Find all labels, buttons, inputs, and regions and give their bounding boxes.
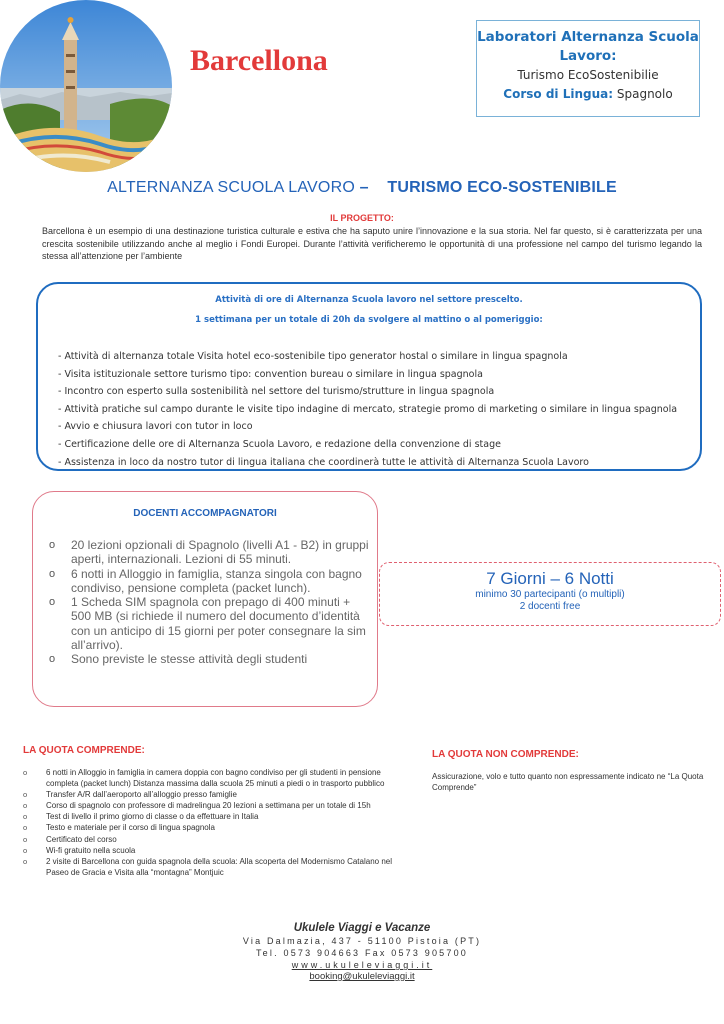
main-heading-part1: ALTERNANZA SCUOLA LAVORO: [107, 179, 355, 196]
list-item: [49, 595, 369, 652]
bullet-icon: o: [23, 801, 28, 811]
list-item: - Visita istituzionale settore turismo tipo: convention bureau o similare in lingua spagnola: [58, 368, 483, 380]
email-link[interactable]: booking@ukuleleviaggi.it: [309, 971, 415, 982]
list-item-text: Sono previste le stesse attività degli studenti: [71, 652, 308, 667]
list-item: - Attività pratiche sul campo durante le visite tipo indagine di mercato, strategie promo di marketing o similare in lingua spagnola: [58, 403, 678, 415]
list-item: [49, 567, 369, 596]
list-item-text: 1 Scheda SIM spagnola con prepago di 400 minuti + 500 MB (si richiede il numero del documento d’identità con un anticipo di 15 giorni per poter consegnare la sim all’arrivo).: [71, 595, 366, 653]
list-item: [23, 856, 403, 878]
lab-subject: Turismo EcoSostenibilie: [517, 68, 659, 82]
non-quota-text: Assicurazione, volo e tutto quanto non espressamente indicato ne “La Quota Comprende”: [432, 772, 704, 793]
bullet-icon: o: [49, 653, 56, 666]
bullet-icon: o: [23, 812, 28, 822]
bullet-icon: o: [23, 790, 28, 800]
list-item: [23, 822, 403, 833]
course-label: Corso di Lingua:: [503, 87, 614, 101]
list-item: [23, 800, 403, 811]
main-heading: [0, 179, 724, 197]
course-line: [477, 85, 699, 104]
list-item-text: 6 notti in Alloggio in famiglia in camera doppia con bagno condiviso per gli studenti in pensione completa (packet lunch) Distanza massima dalla scuola 25 minuti a piedi o in trasporto pubblico: [46, 768, 385, 789]
list-item-text: Test di livello il primo giorno di classe o da effettuare in Italia: [46, 812, 259, 822]
list-item-text: 6 notti in Alloggio in famiglia, stanza singola con bagno condiviso, pensione completa (packet lunch).: [71, 566, 362, 595]
teachers-free-line: 2 docenti free: [519, 601, 581, 612]
list-item: - Certificazione delle ore di Alternanza Scuola Lavoro, e redazione della convenzione di stage: [58, 438, 501, 450]
list-item-text: Testo e materiale per il corso di lingua spagnola: [46, 823, 215, 833]
bullet-icon: o: [23, 856, 28, 866]
quota-list: [23, 767, 403, 878]
list-item: - Assistenza in loco da nostro tutor di lingua italiana che coordinerà tutte le attività di Alternanza Scuola Lavoro: [58, 456, 589, 468]
list-item: [23, 767, 403, 789]
website-link[interactable]: www.ukuleleviaggi.it: [291, 960, 433, 970]
list-item: - Incontro con esperto sulla sostenibilità nel settore del turismo/strutture in lingua spagnola: [58, 386, 495, 398]
bullet-icon: o: [23, 834, 28, 844]
agency-name: Ukulele Viaggi e Vacanze: [293, 922, 431, 934]
list-item: [23, 811, 403, 822]
agency-phone: Tel. 0573 904663 Fax 0573 905700: [255, 948, 469, 958]
lab-info-box: [476, 20, 700, 117]
list-item-text: Transfer A/R dall’aeroporto all’alloggio presso famiglie: [46, 790, 237, 800]
quota-title: LA QUOTA COMPRENDE:: [23, 745, 145, 756]
docenti-box: [32, 491, 378, 707]
list-item-text: Certificato del corso: [46, 834, 117, 844]
list-item-text: Wi-fi gratuito nella scuola: [46, 845, 136, 855]
list-item: [49, 538, 369, 567]
list-item-text: Corso di spagnolo con professore di madrelingua 20 lezioni a settimana per un totale di 15h: [46, 801, 371, 811]
bullet-icon: o: [23, 768, 28, 777]
list-item: [23, 845, 403, 856]
main-heading-part2: TURISMO ECO-SOSTENIBILE: [387, 179, 617, 196]
bullet-icon: o: [49, 596, 56, 609]
city-title: Barcellona: [190, 44, 328, 77]
participants-line: minimo 30 partecipanti (o multipli): [475, 589, 625, 600]
agency-address: Via Dalmazia, 437 - 51100 Pistoia (PT): [242, 936, 482, 946]
activity-heading-2: 1 settimana per un totale di 20h da svolgere al mattino o al pomeriggio:: [195, 315, 543, 325]
non-quota-title: LA QUOTA NON COMPRENDE:: [432, 749, 579, 760]
main-heading-dash: –: [359, 179, 369, 196]
lab-title: Laboratori Alternanza Scuola Lavoro:: [477, 29, 699, 64]
list-item: [23, 789, 403, 800]
activity-heading-1: Attività di ore di Alternanza Scuola lavoro nel settore prescelto.: [215, 295, 523, 305]
duration-title: 7 Giorni – 6 Notti: [486, 569, 614, 588]
bullet-icon: o: [23, 845, 28, 855]
duration-box: [379, 562, 721, 626]
footer: [0, 921, 724, 983]
activity-list: [58, 348, 690, 471]
activity-box: [36, 282, 702, 471]
progetto-text: Barcellona è un esempio di una destinazione turistica culturale e estiva che ha saputo unire l’innovazione e la sua storia. Nel far questo, si è caratterizzata per una crescita sostenibile utilizzando anche al meglio i Fondi Europei. Durante l’attività verificheremo le opportunità di una professione nel campo del turismo legando la stessa all’attenzione per l’ambiente: [42, 226, 702, 262]
docenti-title: DOCENTI ACCOMPAGNATORI: [133, 508, 277, 519]
list-item-text: 2 visite di Barcellona con guida spagnola della scuola: Alla scoperta del Modernismo Catalano nel Paseo de Gracia e Visita alla “montagna” Montjuic: [46, 856, 392, 877]
list-item-text: 20 lezioni opzionali di Spagnolo (livelli A1 - B2) in gruppi aperti, internazionali. Lezioni di 55 minuti.: [71, 538, 369, 567]
list-item: - Avvio e chiusura lavori con tutor in loco: [58, 421, 253, 433]
list-item: - Attività di alternanza totale Visita hotel eco-sostenibile tipo generator hostal o similare in lingua spagnola: [58, 351, 568, 362]
course-value: Spagnolo: [616, 87, 673, 101]
bullet-icon: o: [49, 539, 56, 551]
docenti-list: [49, 538, 369, 667]
progetto-label: IL PROGETTO:: [330, 213, 394, 223]
barcelona-photo: [0, 0, 172, 172]
bullet-icon: o: [49, 567, 56, 580]
list-item: [49, 652, 369, 666]
bullet-icon: o: [23, 823, 28, 833]
list-item: [23, 834, 403, 845]
